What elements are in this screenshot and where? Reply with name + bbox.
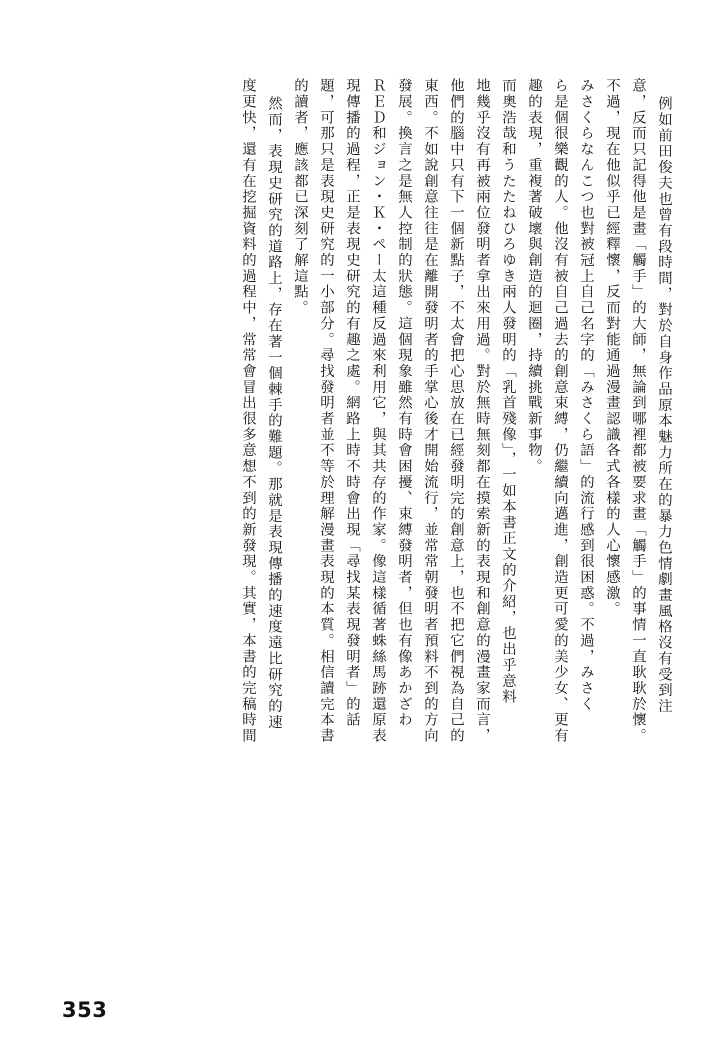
text-column: 例如前田俊夫也曾有段時間，對於自身作品原本魅力所在的暴力色情劇畫風格沒有受到注	[656, 96, 672, 715]
text-column: ら是個很樂觀的人。他沒有被自己過去的創意束縛，仍繼續向邁進，創造更可愛的美少女、更有	[552, 78, 568, 744]
text-column: 發展。換言之是無人控制的狀態。這個現象雖然有時會困擾、束縛發明者，但也有像あかざわ	[396, 78, 412, 728]
vertical-text-body	[40, 78, 671, 958]
text-column: 趣的表現，重複著破壞與創造的迴圈，持續挑戰新事物。	[526, 78, 542, 475]
text-column: 題，可那只是表現史研究的一小部分。尋找發明者並不等於理解漫畫表現的本質。相信讀完本書	[318, 78, 334, 744]
text-column: みさくらなんこつ也對被冠上自己名字的「みさくら語」的流行感到很困惑。不過，みさく	[578, 78, 594, 712]
text-column: 然而，表現史研究的道路上，存在著一個棘手的難題。那就是表現傳播的速度遠比研究的速	[266, 96, 282, 730]
text-column: 地幾乎沒有再被兩位發明者拿出來用過。對於無時無刻都在摸索新的表現和創意的漫畫家而言，	[474, 78, 490, 744]
text-column: 而奧浩哉和うたたねひろゆき兩人發明的「乳首殘像」，一如本書正文的介紹，也出乎意料	[500, 78, 516, 705]
text-column: 意，反而只記得他是畫「觸手」的大師，無論到哪裡都被要求畫「觸手」的事情一直耿耿於懷。	[630, 78, 646, 744]
text-column: 不過，現在他似乎已經釋懷，反而對能通過漫畫認識各式各樣的人心懷感激。	[604, 78, 620, 617]
page-number: 353	[62, 998, 108, 1022]
text-column: 的讀者，應該都已深刻了解這點。	[292, 78, 308, 316]
text-column: 他們的腦中只有下一個新點子，不太會把心思放在已經發明完的創意上，也不把它們視為自己的	[448, 78, 464, 744]
text-column: 東西。不如說創意往往是在離開發明者的手掌心後才開始流行，並常常朝發明者預料不到的方向	[422, 78, 438, 744]
text-column: 度更快，還有在挖掘資料的過程中，常常會冒出很多意想不到的新發現。其實，本書的完稿時間	[240, 78, 256, 744]
text-column: ＲＥＤ和ジョン・Ｋ・ペー太這種反過來利用它，與其共存的作家。像這樣循著蛛絲馬跡還原表	[370, 78, 386, 744]
text-column: 現傳播的過程，正是表現史研究的有趣之處。網路上時不時會出現「尋找某表現發明者」的話	[344, 78, 360, 728]
